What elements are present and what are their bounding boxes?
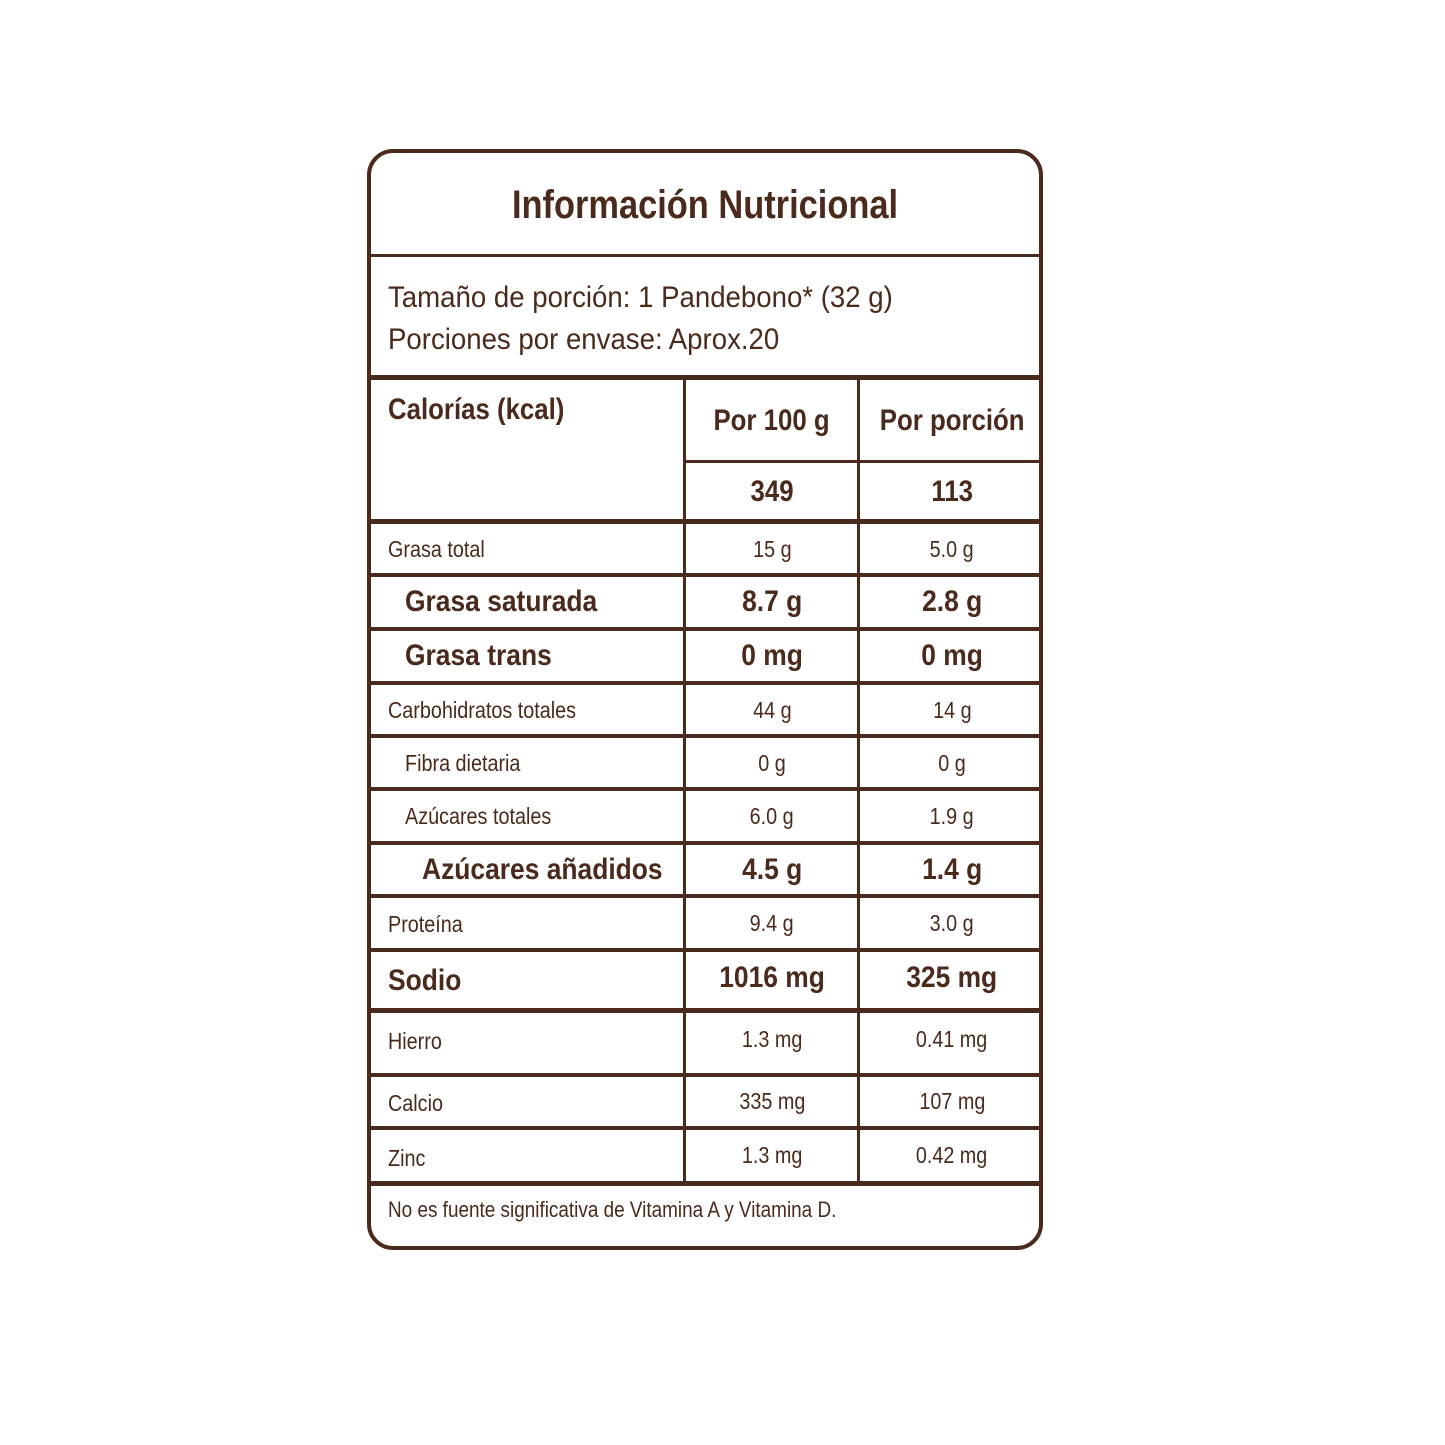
nutrient-name: Calcio — [388, 1089, 443, 1116]
nutrient-per-serving: 14 g — [932, 696, 972, 723]
nutrient-name: Sodio — [388, 964, 462, 997]
nutrient-per-100g: 44 g — [752, 696, 792, 723]
calories-per-100g: 349 — [750, 475, 794, 508]
calories-per-serving: 113 — [931, 475, 973, 508]
nutrient-per-serving: 3.0 g — [930, 909, 974, 936]
nutrient-per-100g: 1016 mg — [719, 961, 825, 994]
nutrient-per-serving: 1.9 g — [930, 802, 974, 829]
nutrient-name: Azúcares totales — [405, 802, 552, 829]
nutrient-per-serving: 2.8 g — [921, 585, 983, 618]
nutrient-per-serving: 107 mg — [919, 1087, 985, 1114]
nutrient-name: Grasa trans — [405, 639, 552, 672]
nutrient-per-100g: 1.3 mg — [741, 1141, 803, 1168]
nutrient-per-serving: 0 mg — [921, 639, 983, 672]
nutrient-per-100g: 9.4 g — [750, 909, 794, 936]
nutrient-name: Carbohidratos totales — [388, 696, 577, 723]
nutrient-per-100g: 15 g — [752, 535, 792, 562]
nutrient-per-100g: 0 g — [758, 749, 786, 776]
nutrient-per-100g: 8.7 g — [741, 585, 803, 618]
calories-label: Calorías (kcal) — [388, 393, 565, 426]
servings-per-container: Porciones por envase: Aprox.20 — [388, 323, 780, 356]
label-title: Información Nutricional — [511, 182, 899, 227]
nutrient-name: Zinc — [388, 1144, 426, 1171]
nutrient-name: Azúcares añadidos — [422, 853, 663, 886]
nutrient-name: Proteína — [388, 910, 463, 937]
nutrient-per-100g: 4.5 g — [741, 853, 803, 886]
nutrient-per-serving: 0.41 mg — [916, 1025, 988, 1052]
nutrient-name: Grasa saturada — [405, 585, 598, 618]
col-header-per-serving: Por porción — [879, 404, 1025, 437]
nutrient-per-serving: 0 g — [938, 749, 966, 776]
nutrient-name: Grasa total — [388, 535, 485, 562]
nutrient-per-100g: 0 mg — [741, 639, 803, 672]
divider — [371, 254, 1039, 257]
nutrient-per-100g: 1.3 mg — [741, 1025, 803, 1052]
nutrient-name: Hierro — [388, 1027, 442, 1054]
nutrient-per-serving: 325 mg — [906, 961, 998, 994]
nutrient-per-100g: 335 mg — [739, 1087, 805, 1114]
serving-info — [388, 277, 893, 361]
nutrient-per-serving: 0.42 mg — [916, 1141, 988, 1168]
serving-size: Tamaño de porción: 1 Pandebono* (32 g) — [388, 281, 893, 314]
nutrition-facts-label — [367, 149, 1043, 1250]
nutrient-per-serving: 5.0 g — [930, 535, 974, 562]
nutrient-per-serving: 1.4 g — [921, 853, 983, 886]
col-header-per-100g: Por 100 g — [713, 404, 831, 437]
nutrient-per-100g: 6.0 g — [750, 802, 794, 829]
nutrient-name: Fibra dietaria — [405, 749, 521, 776]
footnote: No es fuente significativa de Vitamina A y Vitamina D. — [388, 1197, 837, 1222]
divider — [371, 1181, 1039, 1186]
